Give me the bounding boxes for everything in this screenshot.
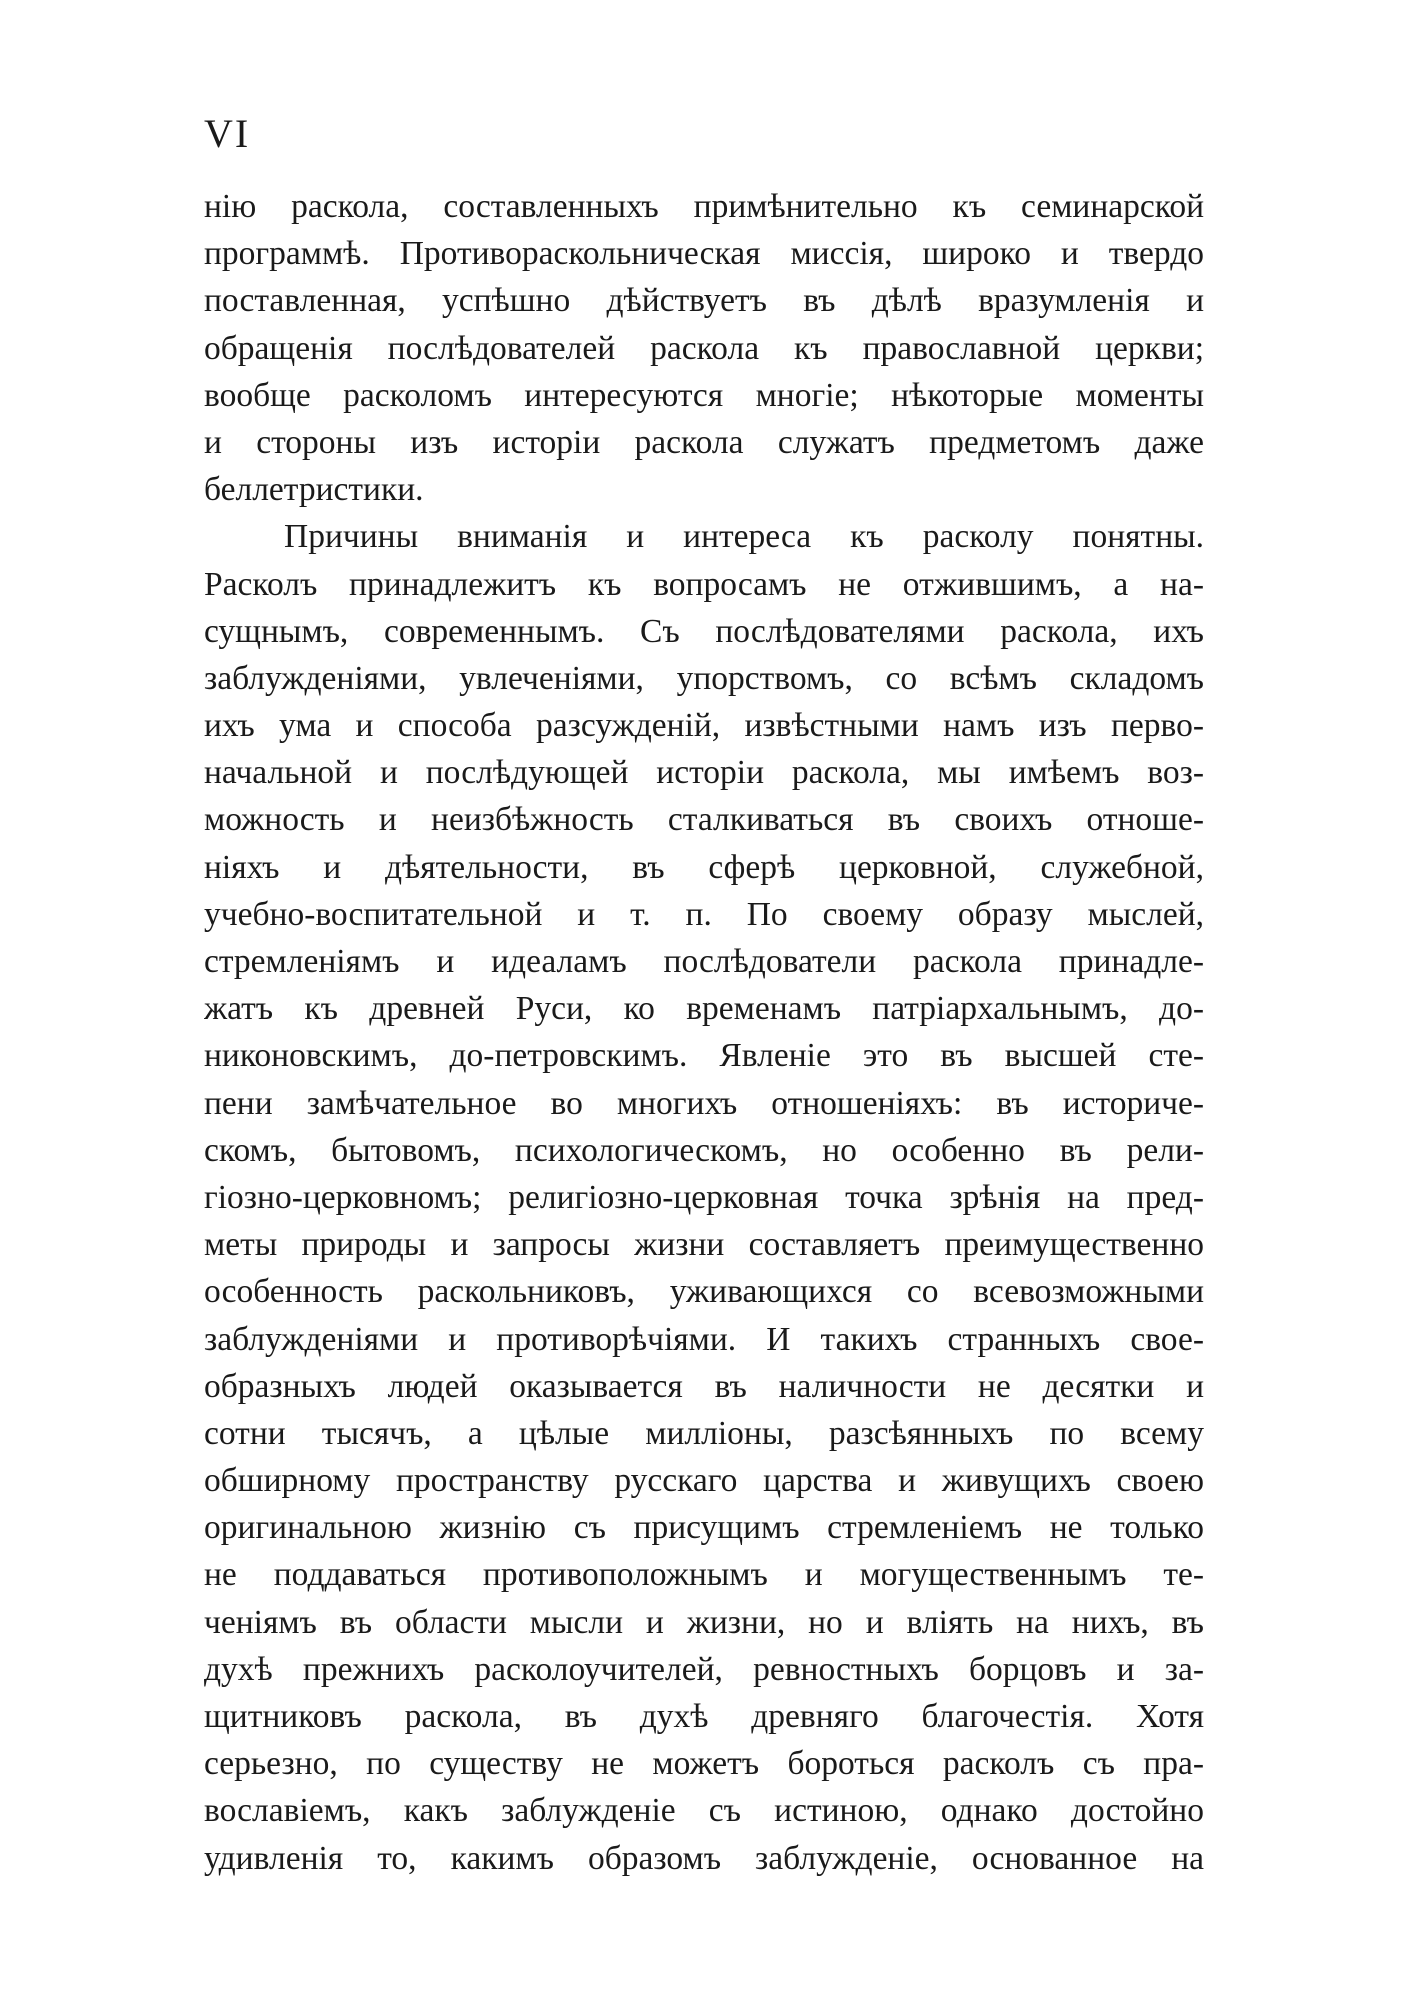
text-line: гіозно-церковномъ; религіозно-церковная точка зрѣнія на пред- — [204, 1178, 1204, 1216]
text-line: Причины вниманія и интереса къ расколу понятны. — [284, 518, 1204, 556]
paragraph — [204, 513, 1204, 1881]
text-line: стремленіямъ и идеаламъ послѣдователи раскола принадле- — [204, 943, 1204, 980]
text-line: нію раскола, составленныхъ примѣнительно къ семинарской — [204, 188, 1204, 225]
text-line: щитниковъ раскола, въ духѣ древняго благочестія. Хотя — [204, 1698, 1204, 1735]
text-line: заблужденіями и противорѣчіями. И такихъ странныхъ свое- — [204, 1320, 1204, 1358]
text-line: не поддаваться противоположнымъ и могущественнымъ те- — [204, 1556, 1204, 1594]
text-line: и стороны изъ исторіи раскола служатъ предметомъ даже — [204, 423, 1204, 461]
body-text — [204, 183, 1204, 1882]
text-line: можность и неизбѣжность сталкиваться въ своихъ отноше- — [204, 801, 1204, 839]
text-line: обширному пространству русскаго царства и живущихъ своею — [204, 1462, 1204, 1500]
text-line: скомъ, бытовомъ, психологическомъ, но особенно въ рели- — [204, 1131, 1204, 1169]
page-number: VI — [204, 111, 251, 156]
text-line: беллетристики. — [204, 471, 424, 509]
text-line: серьезно, по существу не можетъ бороться расколъ съ пра- — [204, 1745, 1204, 1783]
text-line: вообще расколомъ интересуются многіе; нѣкоторые моменты — [204, 376, 1204, 414]
text-line: ихъ ума и способа разсужденій, извѣстными намъ изъ перво- — [204, 707, 1204, 745]
text-line: вославіемъ, какъ заблужденіе съ истиною, однако достойно — [204, 1792, 1204, 1830]
text-line: Расколъ принадлежитъ къ вопросамъ не отжившимъ, а на- — [204, 565, 1204, 603]
text-line: образныхъ людей оказывается въ наличности не десятки и — [204, 1367, 1204, 1405]
text-line: ніяхъ и дѣятельности, въ сферѣ церковной, служебной, — [204, 848, 1204, 886]
text-line: оригинальною жизнію съ присущимъ стремленіемъ не только — [204, 1509, 1204, 1547]
text-line: сотни тысячъ, а цѣлые милліоны, разсѣянныхъ по всему — [204, 1414, 1204, 1452]
text-line: меты природы и запросы жизни составляетъ преимущественно — [204, 1226, 1204, 1264]
text-line: особенность раскольниковъ, уживающихся со всевозможными — [204, 1273, 1204, 1311]
text-line: духѣ прежнихъ расколоучителей, ревностныхъ борцовъ и за- — [204, 1650, 1204, 1688]
text-line: ченіямъ въ области мысли и жизни, но и вліять на нихъ, въ — [204, 1603, 1204, 1641]
text-line: пени замѣчательное во многихъ отношеніяхъ: въ историче- — [204, 1084, 1204, 1122]
text-line: никоновскимъ, до-петровскимъ. Явленіе это въ высшей сте- — [204, 1037, 1204, 1075]
text-line: программѣ. Противораскольническая миссія, широко и твердо — [204, 235, 1204, 273]
text-line: удивленія то, какимъ образомъ заблужденіе, основанное на — [204, 1839, 1204, 1877]
text-line: обращенія послѣдователей раскола къ православной церкви; — [204, 329, 1204, 367]
paragraph — [204, 183, 1204, 513]
text-line: сущнымъ, современнымъ. Съ послѣдователями раскола, ихъ — [204, 612, 1204, 650]
text-line: начальной и послѣдующей исторіи раскола, мы имѣемъ воз- — [204, 754, 1204, 792]
text-line: заблужденіями, увлеченіями, упорствомъ, со всѣмъ складомъ — [204, 659, 1204, 697]
text-line: поставленная, успѣшно дѣйствуетъ въ дѣлѣ вразумленія и — [204, 282, 1204, 320]
text-line: жатъ къ древней Руси, ко временамъ патріархальнымъ, до- — [204, 990, 1204, 1028]
text-line: учебно-воспитательной и т. п. По своему образу мыслей, — [204, 895, 1204, 933]
